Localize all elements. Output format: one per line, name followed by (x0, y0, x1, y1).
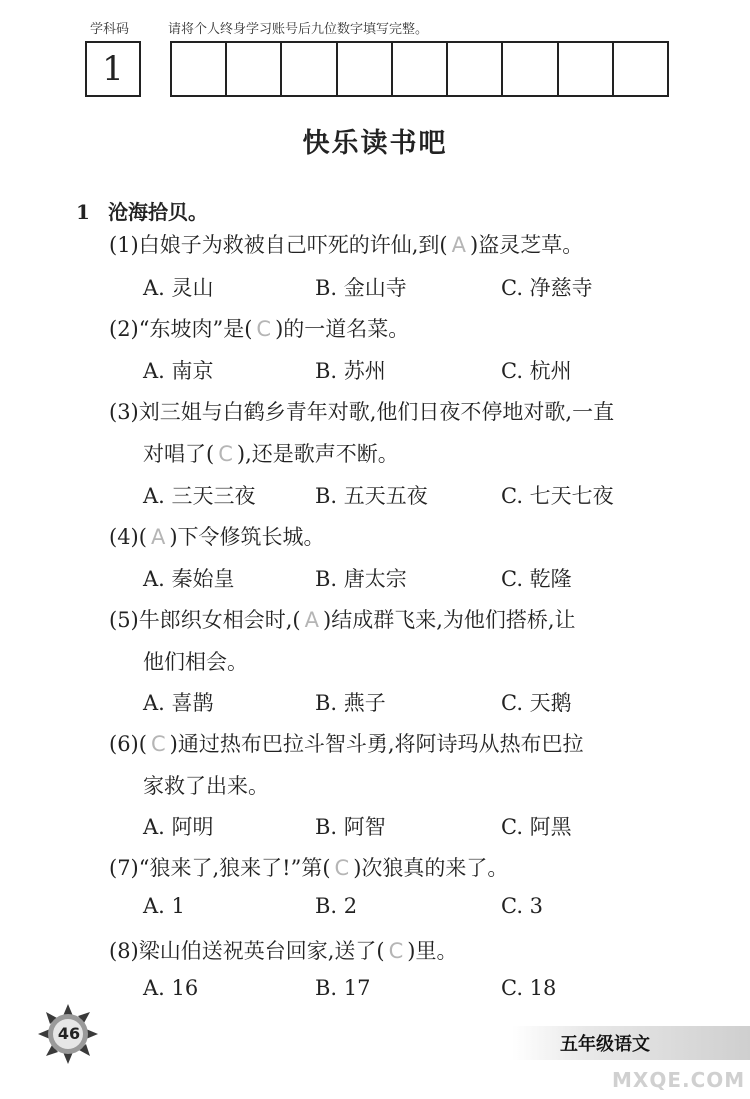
question-6 (109, 728, 584, 758)
option-c: C. 阿黑 (501, 815, 572, 839)
question-7 (109, 852, 508, 882)
option-b: B. 2 (315, 894, 358, 918)
account-digit-boxes (170, 41, 669, 97)
digit-box[interactable] (612, 43, 667, 95)
option-a: A. 三天三夜 (143, 484, 256, 508)
question-5 (109, 604, 576, 634)
question-text: )的一道名菜。 (275, 317, 410, 341)
option-b: B. 唐太宗 (315, 567, 407, 591)
option-c: C. 杭州 (501, 359, 572, 383)
section-heading (76, 196, 208, 225)
watermark: MXQE.COM (612, 1068, 746, 1092)
option-a: A. 1 (143, 894, 185, 918)
question-text: (2)“东坡肉”是( (109, 317, 253, 341)
option-b: B. 阿智 (315, 815, 386, 839)
digit-box[interactable] (225, 43, 280, 95)
digit-box[interactable] (280, 43, 335, 95)
answer-mark: A (304, 608, 319, 632)
digit-box[interactable] (172, 43, 225, 95)
option-b: B. 苏州 (315, 359, 386, 383)
answer-mark: C (150, 732, 166, 756)
question-8 (109, 935, 458, 965)
question-3-continuation (143, 438, 399, 468)
answer-mark: A (150, 525, 166, 549)
question-3 (109, 396, 614, 426)
option-a: A. 灵山 (143, 276, 214, 300)
digit-box[interactable] (446, 43, 501, 95)
answer-mark: A (451, 233, 466, 257)
option-c: C. 净慈寺 (501, 276, 593, 300)
digit-box[interactable] (501, 43, 556, 95)
option-a: A. 南京 (143, 359, 214, 383)
digit-box[interactable] (391, 43, 446, 95)
question-5-continuation: 他们相会。 (143, 650, 248, 674)
question-text: )次狼真的来了。 (353, 856, 509, 880)
option-b: B. 金山寺 (315, 276, 407, 300)
answer-mark: C (256, 317, 272, 341)
subject-code-box: 1 (85, 41, 141, 97)
subject-code-label: 学科码 (90, 22, 130, 37)
question-text: (6)( (109, 732, 147, 756)
question-text: (1)白娘子为救被自己吓死的许仙,到( (109, 233, 448, 257)
question-text: ),还是歌声不断。 (236, 442, 399, 466)
question-text: (8)梁山伯送祝英台回家,送了( (109, 939, 385, 963)
question-4 (109, 521, 325, 551)
option-c: C. 3 (501, 894, 544, 918)
question-text: )结成群飞来,为他们搭桥,让 (323, 608, 576, 632)
question-1 (109, 229, 583, 259)
option-c: C. 乾隆 (501, 567, 572, 591)
section-title: 沧海拾贝。 (108, 200, 208, 224)
digit-box[interactable] (557, 43, 612, 95)
section-number: 1 (76, 200, 90, 224)
question-6-continuation: 家救了出来。 (143, 774, 269, 798)
question-text: (5)牛郎织女相会时,( (109, 608, 301, 632)
answer-mark: C (334, 856, 350, 880)
answer-mark: C (218, 442, 233, 466)
question-text: )下令修筑长城。 (169, 525, 325, 549)
page-number: 46 (57, 1024, 81, 1043)
option-a: A. 喜鹊 (143, 691, 214, 715)
option-a: A. 16 (143, 976, 199, 1000)
option-b: B. 燕子 (315, 691, 386, 715)
option-b: B. 五天五夜 (315, 484, 428, 508)
option-a: A. 阿明 (143, 815, 214, 839)
question-text: )通过热布巴拉斗智斗勇,将阿诗玛从热布巴拉 (169, 732, 584, 756)
answer-mark: C (388, 939, 404, 963)
question-text: (7)“狼来了,狼来了!”第( (109, 856, 331, 880)
digit-box[interactable] (336, 43, 391, 95)
option-a: A. 秦始皇 (143, 567, 235, 591)
account-instruction: 请将个人终身学习账号后九位数字填写完整。 (168, 22, 429, 37)
option-c: C. 天鹅 (501, 691, 572, 715)
option-c: C. 18 (501, 976, 557, 1000)
question-text: (4)( (109, 525, 147, 549)
question-text: )盗灵芝草。 (470, 233, 584, 257)
page-title: 快乐读书吧 (302, 128, 448, 159)
option-b: B. 17 (315, 976, 371, 1000)
option-c: C. 七天七夜 (501, 484, 614, 508)
question-text: )里。 (407, 939, 458, 963)
question-2 (109, 313, 409, 343)
grade-label: 五年级语文 (560, 1034, 650, 1055)
question-text: 对唱了( (143, 442, 215, 466)
question-text: (3)刘三姐与白鹤乡青年对歌,他们日夜不停地对歌,一直 (109, 400, 615, 424)
